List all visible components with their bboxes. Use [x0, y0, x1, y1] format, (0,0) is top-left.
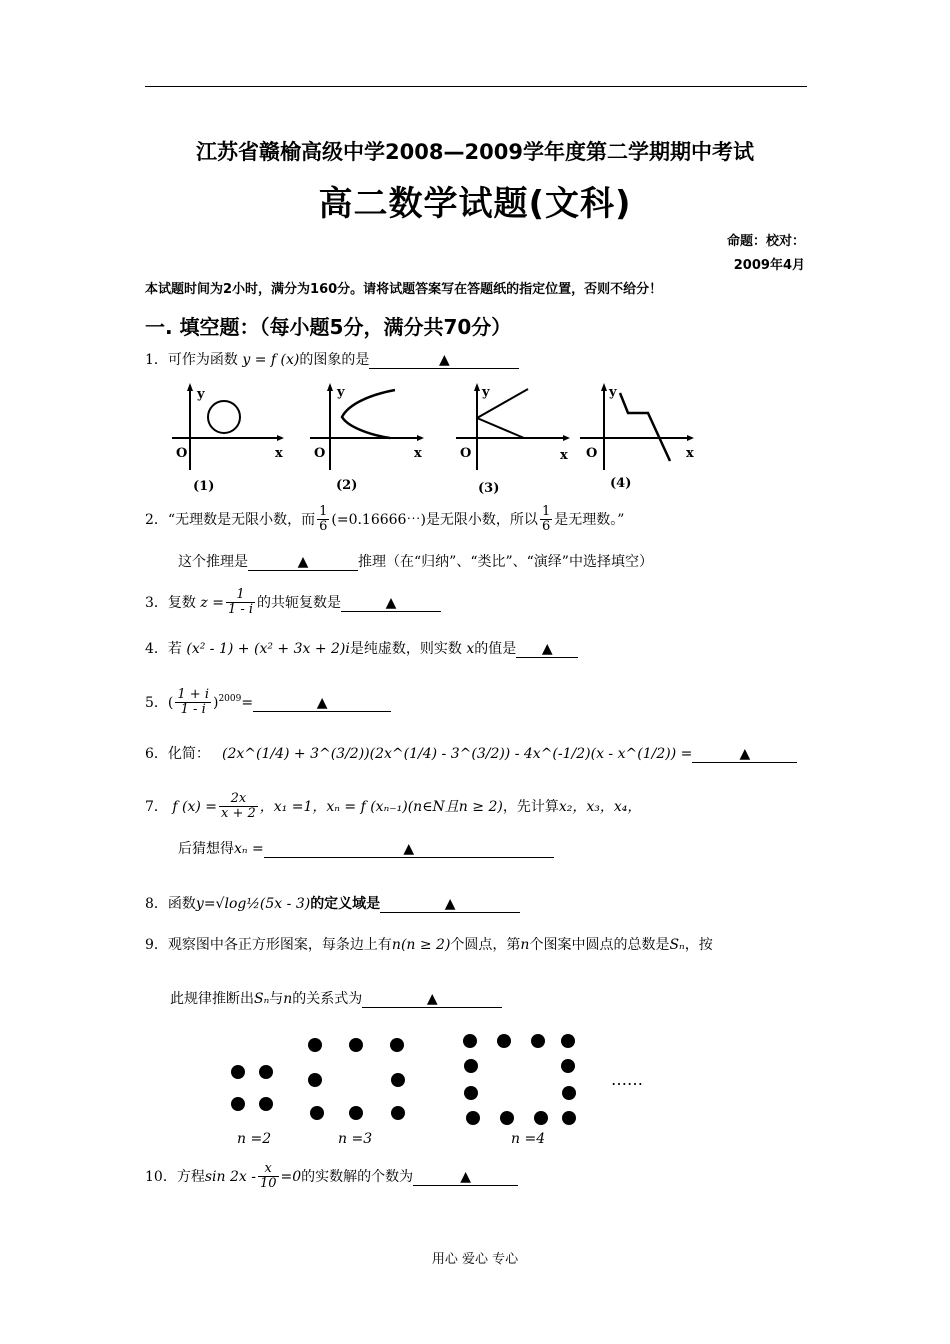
exponent: 2009	[218, 694, 242, 705]
exam-date: 2009年4月	[733, 258, 805, 273]
question-text: 是无理数。”	[554, 511, 625, 528]
math-variable: Sₙ	[254, 991, 270, 1007]
question-number: 4．	[145, 641, 168, 657]
axis-label-y: y	[337, 385, 345, 400]
answer-marker: ▲	[460, 1168, 472, 1185]
axis-label-y: y	[609, 385, 617, 400]
dot-pattern-n4	[463, 1034, 576, 1125]
question-8	[145, 893, 520, 913]
math-expression: f (x) =	[172, 798, 218, 815]
math-expression: n(n ≥ 2)	[391, 937, 451, 953]
school-title: 江苏省赣榆高级中学2008—2009学年度第二学期期中考试	[196, 140, 754, 164]
graph-caption-4: (4)	[610, 476, 632, 491]
answer-marker: ▲	[438, 352, 450, 368]
answer-blank[interactable]	[253, 695, 391, 712]
question-number: 3．	[145, 594, 168, 611]
question-number: 9．	[145, 937, 168, 953]
q9-dot-patterns	[215, 1025, 695, 1155]
exam-notice: 本试题时间为2小时，满分为160分。请将试题答案写在答题纸的指定位置，否则不给分！	[145, 282, 663, 297]
math-expression: (2x^(1/4) + 3^(3/2))(2x^(1/4) - 3^(3/2)) - 4x^(-1/2)(x - x^(1/2)) =	[222, 746, 693, 762]
question-text: 的关系式为	[292, 991, 363, 1007]
answer-marker: ▲	[739, 746, 751, 762]
question-text: 个图案中圆点的总数是	[529, 937, 670, 953]
axis-label-x: x	[560, 448, 568, 463]
fraction-one-sixth: $\frac{1}{6}$	[541, 504, 551, 535]
answer-blank[interactable]	[362, 991, 502, 1008]
question-text: ，先计算	[502, 798, 559, 815]
answer-marker: ▲	[297, 554, 309, 570]
paren: )	[212, 694, 219, 711]
question-2-line-2	[178, 551, 653, 571]
question-number: 1．	[145, 352, 168, 368]
equals: =	[241, 694, 254, 711]
dot-pattern-n2	[231, 1065, 273, 1111]
question-text: 的定义域是	[310, 896, 381, 912]
graph-1	[172, 383, 284, 470]
question-text: 的共轭复数是	[257, 594, 342, 611]
q1-graphs	[160, 375, 720, 500]
graph-caption-1: (1)	[193, 479, 215, 494]
answer-blank[interactable]	[248, 554, 358, 571]
question-number: 6．	[145, 746, 168, 762]
top-rule	[145, 86, 807, 87]
axis-label-x: x	[275, 446, 283, 461]
origin-label: O	[176, 446, 188, 461]
answer-blank[interactable]	[516, 641, 578, 658]
fraction: $\frac{2x}{x + 2}$	[221, 791, 256, 822]
axis-label-x: x	[414, 446, 422, 461]
section-title: 一. 填空题：（每小题5分，满分共70分）	[145, 315, 512, 339]
question-text: 此规律推断出	[170, 991, 254, 1007]
question-number: 8．	[145, 896, 168, 912]
question-number: 5．	[145, 694, 168, 711]
question-text: “无理数是无限小数，而	[167, 511, 316, 528]
axis-label-y: y	[197, 387, 205, 402]
question-9	[145, 934, 713, 954]
answer-blank[interactable]	[380, 896, 520, 913]
math-expression: =0	[280, 1168, 302, 1185]
math-variable: n	[283, 991, 293, 1007]
answer-marker: ▲	[541, 641, 553, 657]
question-text: 的值是	[474, 641, 517, 657]
question-text: 的实数解的个数为	[301, 1168, 414, 1185]
question-text: 个圆点，第	[450, 937, 521, 953]
answer-blank[interactable]	[692, 746, 797, 763]
answer-blank[interactable]	[264, 841, 554, 858]
math-expression: xₙ = f (xₙ₋₁)(n∈N且n ≥ 2)	[326, 798, 503, 815]
question-1	[145, 349, 519, 369]
question-text: 若	[167, 641, 182, 657]
question-text: 的图象的是	[299, 352, 370, 368]
answer-marker: ▲	[385, 594, 397, 611]
fraction: $\frac{x}{10}$	[259, 1161, 277, 1192]
question-text: 观察图中各正方形图案，每条边上有	[167, 937, 392, 953]
fraction: $\frac{1 + i}{1 - i}$	[177, 687, 209, 718]
question-5	[145, 688, 391, 718]
math-variable: x	[466, 641, 475, 657]
question-text: 这个推理是	[178, 554, 248, 570]
math-expression: (=0.16666⋯)	[331, 511, 426, 528]
math-expression: ，x₁ =1，	[259, 798, 327, 815]
origin-label: O	[314, 446, 326, 461]
math-expression: z =	[200, 594, 224, 611]
question-number: 2．	[145, 511, 168, 528]
question-7	[145, 792, 641, 822]
math-expression: (x² - 1) + (x² + 3x + 2)i	[186, 641, 350, 657]
dot-pattern-n3	[308, 1038, 405, 1120]
question-7-line-2	[178, 838, 554, 858]
axis-label-x: x	[686, 446, 694, 461]
origin-label: O	[586, 446, 598, 461]
answer-blank[interactable]	[369, 352, 519, 369]
question-10	[145, 1162, 518, 1192]
paren: (	[167, 694, 174, 711]
question-text: 可作为函数	[167, 352, 238, 368]
exam-title: 高二数学试题(文科)	[318, 184, 632, 224]
answer-marker: ▲	[403, 841, 415, 857]
math-expression: y = f (x)	[242, 352, 300, 368]
axis-label-y: y	[482, 385, 490, 400]
pattern-label-n3: n =3	[338, 1131, 373, 1147]
answer-marker: ▲	[444, 896, 456, 912]
answer-marker: ▲	[426, 991, 438, 1007]
fraction-one-sixth: $\frac{1}{6}$	[319, 504, 328, 535]
question-6-expression	[222, 746, 797, 763]
proposer-line: 命题：校对：	[726, 234, 805, 249]
math-expression: y=√log½(5x - 3)	[195, 896, 311, 912]
answer-blank[interactable]	[413, 1169, 518, 1186]
question-4	[145, 638, 578, 658]
math-variable: Sₙ	[669, 937, 685, 953]
graph-caption-3: (3)	[478, 481, 500, 496]
question-text: 方程	[176, 1168, 205, 1185]
question-text: 是无限小数，所以	[425, 511, 538, 528]
graph-4	[580, 383, 694, 470]
question-9-line-2	[170, 988, 502, 1008]
math-variable: n	[520, 937, 530, 953]
question-6	[145, 743, 210, 763]
question-text: 化简：	[167, 746, 210, 762]
ellipsis: ……	[611, 1070, 643, 1089]
question-text: ，按	[684, 937, 713, 953]
question-2	[145, 505, 624, 535]
pattern-label-n4: n =4	[511, 1131, 546, 1147]
question-text: 复数	[167, 594, 196, 611]
question-number: 7．	[145, 798, 168, 815]
math-expression: x₂，x₃，x₄，	[558, 798, 642, 815]
math-expression: sin 2x -	[204, 1168, 256, 1185]
graph-3	[456, 383, 570, 470]
pattern-label-n2: n =2	[237, 1131, 272, 1147]
math-expression: xₙ =	[234, 841, 264, 857]
question-text: 与	[269, 991, 284, 1007]
answer-blank[interactable]	[341, 595, 441, 612]
question-text: 函数	[167, 896, 196, 912]
question-number: 10．	[145, 1168, 177, 1185]
question-text: 是纯虚数，则实数	[349, 641, 462, 657]
fraction: $\frac{1}{1 - i}$	[227, 587, 254, 618]
graph-2	[310, 383, 424, 470]
origin-label: O	[460, 446, 472, 461]
graph-caption-2: (2)	[336, 478, 358, 493]
page-footer: 用心 爱心 专心	[431, 1252, 519, 1267]
question-text: 推理（在“归纳”、“类比”、“演绎”中选择填空）	[358, 554, 653, 570]
answer-marker: ▲	[316, 694, 328, 711]
question-text: 后猜想得	[178, 841, 234, 857]
question-3	[145, 588, 441, 618]
